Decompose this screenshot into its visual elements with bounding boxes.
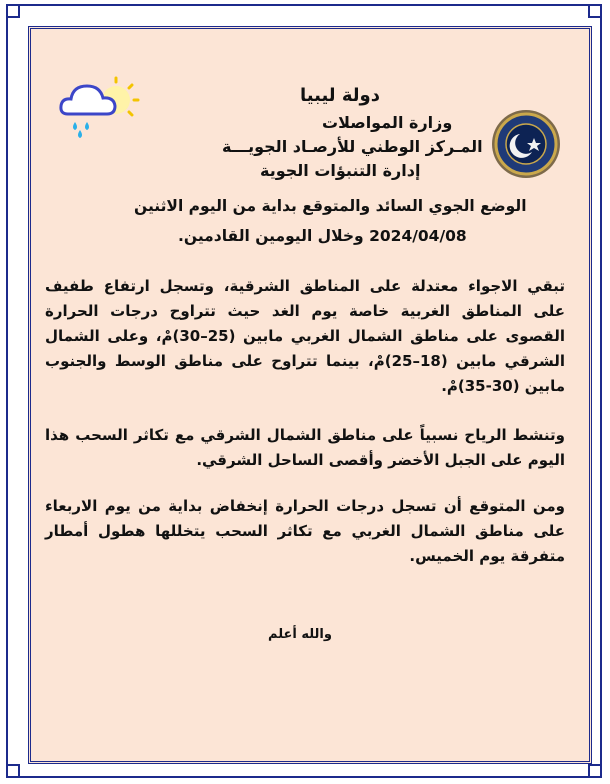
department-name: إدارة التنبؤات الجوية — [260, 161, 421, 180]
closing-note: والله أعلم — [268, 627, 332, 642]
report-title-line1: الوضع الجوي السائد والمتوقع بداية من اليوم الاثنين — [134, 197, 527, 215]
center-name: المـركز الوطني للأرصـاد الجويـــة — [222, 137, 483, 156]
forecast-paragraph: تبقي الاجواء معتدلة على المناطق الشرقية، وتسجل ارتفاع طفيف على المناطق الغربية خاصة يوم الغد حيث تتراوح درجات الحرارة القصوى على مناطق الشمال الغربي مابين (25–30)مْ، وعلى الشمال الشرقي مابين (18–25)مْ، بينما تتراوح على مناطق الوسط والجنوب مابين (30-35)مْ. — [45, 277, 566, 395]
meteorology-emblem-icon — [490, 108, 562, 180]
forecast-paragraph: وتنشط الرياح نسبياً على مناطق الشمال الشرقي مع تكاثر السحب هذا اليوم على الجبل الأخضر وأقصى الساحل الشرقي. — [45, 426, 565, 469]
forecast-paragraph: ومن المتوقع أن تسجل درجات الحرارة إنخفاض بداية من يوم الاربعاء على مناطق الشمال الغربي مع تكاثر السحب يتخللها هطول أمطار متفرقة يوم الخميس. — [45, 497, 565, 565]
border-corner — [588, 4, 602, 18]
state-name: دولة ليبيا — [300, 85, 380, 106]
ministry-name: وزارة المواصلات — [322, 113, 453, 132]
border-corner — [6, 4, 20, 18]
border-corner — [6, 764, 20, 778]
rain-cloud-sun-icon — [58, 76, 140, 138]
report-title-line2: 2024/04/08 وخلال اليومين القادمين. — [178, 227, 467, 245]
border-corner — [588, 764, 602, 778]
